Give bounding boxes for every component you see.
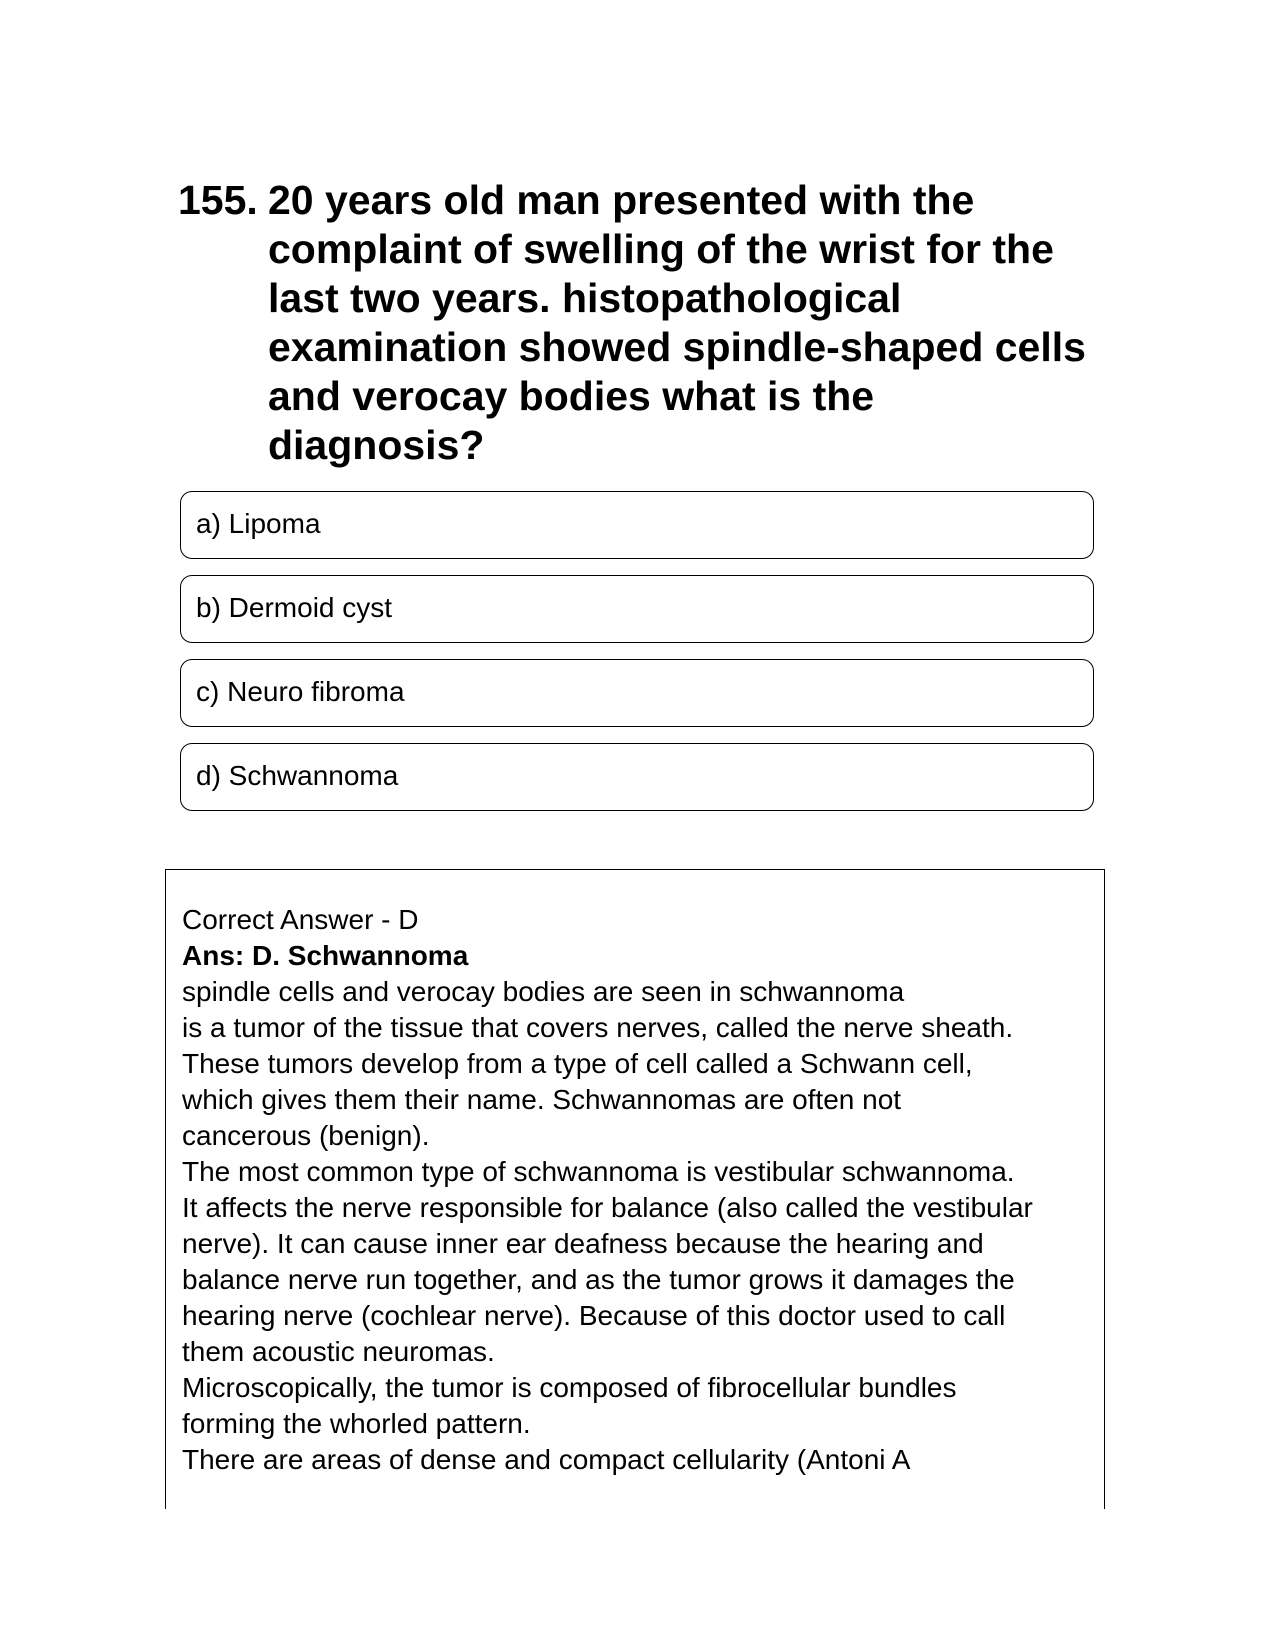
explanation-line: them acoustic neuromas. [182,1336,495,1367]
correct-answer: Correct Answer - D [182,904,419,935]
question-number: 155. [178,177,258,223]
answer-heading: Ans: D. Schwannoma [182,940,469,971]
explanation-line: spindle cells and verocay bodies are seen in schwannoma [182,976,905,1007]
option-a[interactable]: a) Lipoma [180,491,1094,559]
explanation-line: It affects the nerve responsible for balance (also called the vestibular [182,1192,1033,1223]
option-b[interactable]: b) Dermoid cyst [180,575,1094,643]
option-c[interactable]: c) Neuro fibroma [180,659,1094,727]
answer-explanation [165,869,1105,1509]
explanation-line: forming the whorled pattern. [182,1408,531,1439]
question [178,176,1098,470]
explanation-line: which gives them their name. Schwannomas are often not [182,1084,902,1115]
option-d[interactable]: d) Schwannoma [180,743,1094,811]
explanation-line: nerve). It can cause inner ear deafness because the hearing and [182,1228,984,1259]
explanation-line: Microscopically, the tumor is composed of fibrocellular bundles [182,1372,957,1403]
explanation-line: balance nerve run together, and as the tumor grows it damages the [182,1264,1015,1295]
explanation-line: These tumors develop from a type of cell called a Schwann cell, [182,1048,973,1079]
explanation-line: There are areas of dense and compact cellularity (Antoni A [182,1444,911,1475]
explanation-line: cancerous (benign). [182,1120,430,1151]
explanation-line: is a tumor of the tissue that covers nerves, called the nerve sheath. [182,1012,1014,1043]
explanation-line: hearing nerve (cochlear nerve). Because of this doctor used to call [182,1300,1006,1331]
options-list [180,491,1094,827]
question-text: 20 years old man presented with the complaint of swelling of the wrist for the last two years. histopathological examination showed spindle-shaped cells and verocay bodies what is the diagnosis? [268,177,1086,468]
explanation-line: The most common type of schwannoma is vestibular schwannoma. [182,1156,1015,1187]
